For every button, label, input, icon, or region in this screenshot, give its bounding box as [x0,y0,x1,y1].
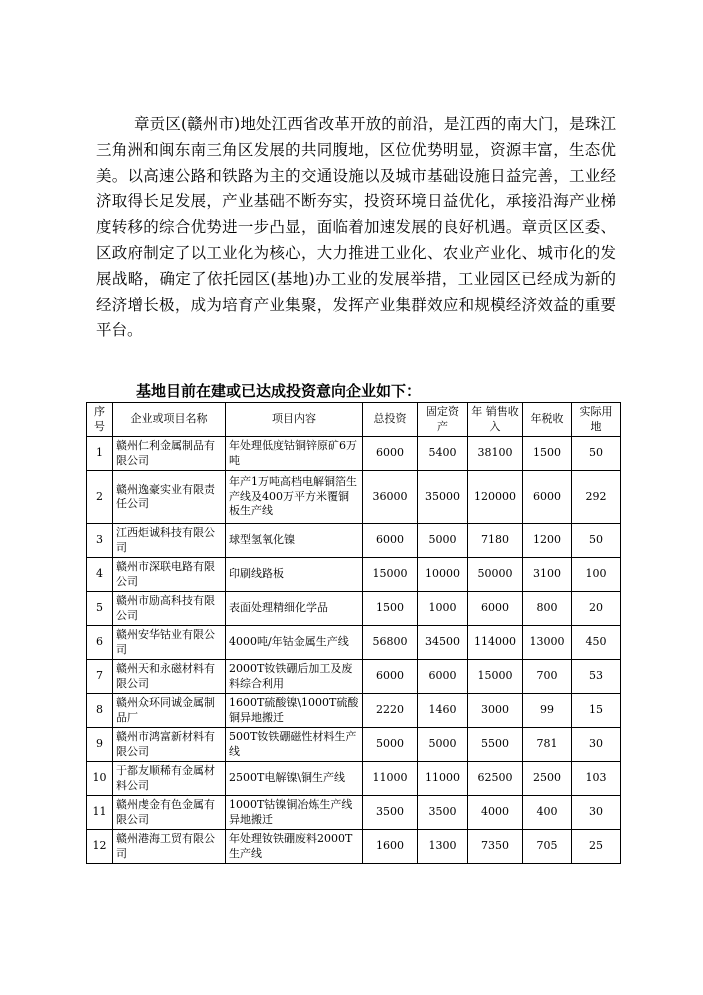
cell-seq: 3 [87,524,113,558]
cell-land-use: 292 [572,471,621,524]
cell-seq: 12 [87,830,113,864]
cell-annual-tax: 400 [523,796,572,830]
investment-table [86,402,621,864]
cell-land-use: 50 [572,524,621,558]
header-project: 项目内容 [226,403,363,437]
cell-company: 赣州天和永磁材料有限公司 [113,660,226,694]
header-seq: 序号 [87,403,113,437]
cell-annual-sales: 38100 [468,437,523,471]
table-row [87,660,621,694]
table-body [87,437,621,864]
cell-total-investment: 3500 [363,796,418,830]
cell-annual-sales: 120000 [468,471,523,524]
cell-land-use: 100 [572,558,621,592]
cell-total-investment: 6000 [363,660,418,694]
cell-seq: 8 [87,694,113,728]
cell-fixed-assets: 3500 [418,796,468,830]
cell-company: 赣州市励高科技有限公司 [113,592,226,626]
cell-project: 球型氢氧化镍 [226,524,363,558]
cell-annual-tax: 3100 [523,558,572,592]
cell-fixed-assets: 6000 [418,660,468,694]
cell-company: 赣州虔金有色金属有限公司 [113,796,226,830]
cell-company: 江西炬诚科技有限公司 [113,524,226,558]
table-header-row [87,403,621,437]
cell-annual-sales: 6000 [468,592,523,626]
cell-annual-tax: 13000 [523,626,572,660]
cell-annual-tax: 1500 [523,437,572,471]
cell-company: 赣州仁利金属制品有限公司 [113,437,226,471]
cell-project: 1600T硫酸镍\1000T硫酸铜异地搬迁 [226,694,363,728]
cell-annual-sales: 15000 [468,660,523,694]
cell-project: 表面处理精细化学品 [226,592,363,626]
cell-annual-sales: 7350 [468,830,523,864]
header-company: 企业或项目名称 [113,403,226,437]
cell-annual-tax: 705 [523,830,572,864]
table-row [87,694,621,728]
cell-annual-sales: 62500 [468,762,523,796]
cell-total-investment: 6000 [363,437,418,471]
table-row [87,592,621,626]
cell-land-use: 450 [572,626,621,660]
cell-project: 年处理低度钴铜锌原矿6万吨 [226,437,363,471]
table-row [87,524,621,558]
cell-company: 赣州市深联电路有限公司 [113,558,226,592]
header-fixed-assets: 固定资产 [418,403,468,437]
header-annual-sales: 年 销售收入 [468,403,523,437]
cell-project: 2000T钕铁硼后加工及废料综合利用 [226,660,363,694]
cell-fixed-assets: 1300 [418,830,468,864]
cell-annual-tax: 2500 [523,762,572,796]
cell-land-use: 20 [572,592,621,626]
table-row [87,626,621,660]
header-total-investment: 总投资 [363,403,418,437]
cell-total-investment: 5000 [363,728,418,762]
cell-fixed-assets: 5400 [418,437,468,471]
cell-project: 年产1万吨高档电解铜箔生产线及400万平方米覆铜板生产线 [226,471,363,524]
table-row [87,471,621,524]
cell-seq: 9 [87,728,113,762]
cell-company: 赣州市鸿富新材料有限公司 [113,728,226,762]
cell-project: 印刷线路板 [226,558,363,592]
cell-seq: 2 [87,471,113,524]
cell-total-investment: 1500 [363,592,418,626]
cell-annual-sales: 5500 [468,728,523,762]
cell-seq: 10 [87,762,113,796]
cell-company: 赣州众环同诚金属制品厂 [113,694,226,728]
cell-total-investment: 2220 [363,694,418,728]
cell-project: 500T钕铁硼磁性材料生产线 [226,728,363,762]
table-caption: 基地目前在建或已达成投资意向企业如下： [136,382,422,400]
cell-annual-tax: 1200 [523,524,572,558]
cell-annual-tax: 800 [523,592,572,626]
cell-seq: 7 [87,660,113,694]
cell-land-use: 30 [572,796,621,830]
cell-fixed-assets: 5000 [418,728,468,762]
cell-company: 赣州逸豪实业有限责任公司 [113,471,226,524]
table-row [87,762,621,796]
cell-fixed-assets: 35000 [418,471,468,524]
cell-company: 赣州安华钴业有限公司 [113,626,226,660]
cell-total-investment: 56800 [363,626,418,660]
cell-seq: 4 [87,558,113,592]
cell-annual-sales: 4000 [468,796,523,830]
cell-company: 赣州港海工贸有限公司 [113,830,226,864]
table-row [87,558,621,592]
cell-total-investment: 11000 [363,762,418,796]
cell-seq: 11 [87,796,113,830]
cell-annual-tax: 700 [523,660,572,694]
intro-paragraph: 章贡区(赣州市)地处江西省改革开放的前沿，是江西的南大门，是珠江三角洲和闽东南三角区发展的共同腹地，区位优势明显，资源丰富，生态优美。以高速公路和铁路为主的交通设施以及城市基础设施日益完善，工业经济取得长足发展，产业基础不断夯实，投资环境日益优化，承接沿海产业梯度转移的综合优势进一步凸显，面临着加速发展的良好机遇。章贡区区委、区政府制定了以工业化为核心，大力推进工业化、农业产业化、城市化的发展战略，确定了依托园区(基地)办工业的发展举措，工业园区已经成为新的经济增长极，成为培育产业集聚，发挥产业集群效应和规模经济效益的重要平台。 [96,115,616,340]
cell-land-use: 53 [572,660,621,694]
cell-fixed-assets: 10000 [418,558,468,592]
cell-project: 2500T电解镍\铜生产线 [226,762,363,796]
header-annual-tax: 年税收 [523,403,572,437]
cell-fixed-assets: 1000 [418,592,468,626]
cell-annual-tax: 99 [523,694,572,728]
cell-annual-sales: 7180 [468,524,523,558]
cell-fixed-assets: 5000 [418,524,468,558]
cell-annual-tax: 6000 [523,471,572,524]
cell-total-investment: 15000 [363,558,418,592]
table-row [87,437,621,471]
cell-land-use: 30 [572,728,621,762]
cell-fixed-assets: 11000 [418,762,468,796]
cell-land-use: 15 [572,694,621,728]
cell-fixed-assets: 1460 [418,694,468,728]
table-row [87,830,621,864]
cell-fixed-assets: 34500 [418,626,468,660]
cell-annual-sales: 114000 [468,626,523,660]
cell-project: 年处理钕铁硼废料2000T生产线 [226,830,363,864]
table-row [87,728,621,762]
cell-seq: 6 [87,626,113,660]
cell-seq: 5 [87,592,113,626]
cell-land-use: 25 [572,830,621,864]
cell-seq: 1 [87,437,113,471]
header-land-use: 实际用地 [572,403,621,437]
cell-land-use: 103 [572,762,621,796]
cell-project: 1000T钴镍铜冶炼生产线异地搬迁 [226,796,363,830]
cell-total-investment: 6000 [363,524,418,558]
cell-company: 于都友顺稀有金属材料公司 [113,762,226,796]
table-row [87,796,621,830]
cell-land-use: 50 [572,437,621,471]
cell-annual-sales: 3000 [468,694,523,728]
cell-total-investment: 1600 [363,830,418,864]
cell-total-investment: 36000 [363,471,418,524]
cell-project: 4000吨/年钴金属生产线 [226,626,363,660]
cell-annual-sales: 50000 [468,558,523,592]
cell-annual-tax: 781 [523,728,572,762]
